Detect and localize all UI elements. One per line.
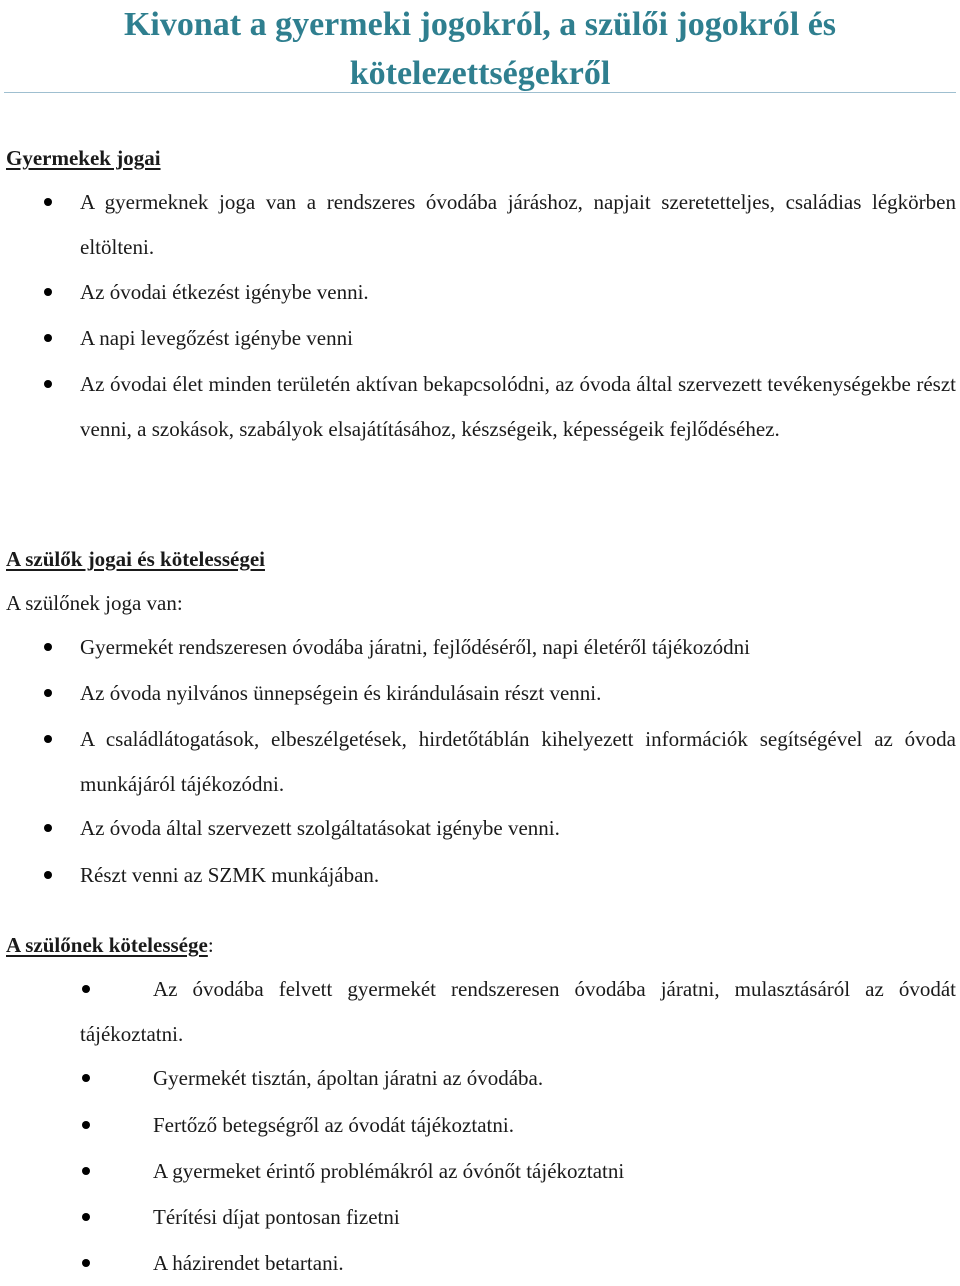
heading-text: A szülőnek kötelessége: [6, 933, 208, 957]
list-item-text: A gyermeknek joga van a rendszeres óvodába járáshoz, napjait szeretetteljes, családias légkörben eltölteni.: [80, 190, 956, 259]
bullet-icon: [44, 689, 52, 697]
list-item-text: A családlátogatások, elbeszélgetések, hirdetőtáblán kihelyezett információk segítségével az óvoda munkájáról tájékozódni.: [80, 727, 956, 796]
list-item-text: Az óvodai élet minden területén aktívan bekapcsolódni, az óvoda által szervezett tevékenységekbe részt venni, a szokások, szabályok elsajátításához, készségeik, képességeik fejlődéséhez.: [80, 372, 956, 441]
section-heading-parent-duties: [6, 930, 214, 960]
list-item-text: A gyermeket érintő problémákról az óvónőt tájékoztatni: [153, 1159, 625, 1183]
bullet-icon: [82, 1121, 90, 1129]
list-item: [80, 717, 956, 806]
list-item: [80, 1149, 956, 1194]
document-title: [4, 0, 956, 98]
bullet-icon: [44, 380, 52, 388]
bullet-icon: [82, 1213, 90, 1221]
heading-text: Gyermekek jogai: [6, 146, 161, 170]
list-item-text: Gyermekét rendszeresen óvodába járatni, fejlődéséről, napi életéről tájékozódni: [80, 635, 750, 659]
list-item: [80, 270, 956, 315]
list-item-text: A házirendet betartani.: [153, 1251, 344, 1275]
list-item: [80, 967, 956, 1056]
list-item-text: Térítési díjat pontosan fizetni: [153, 1205, 400, 1229]
title-line-2: kötelezettségekről: [349, 55, 611, 92]
bullet-icon: [82, 985, 90, 993]
list-item-text: Gyermekét tisztán, ápoltan járatni az óvodába.: [153, 1066, 544, 1090]
bullet-icon: [44, 643, 52, 651]
list-item-text: Az óvoda által szervezett szolgáltatásokat igénybe venni.: [80, 816, 560, 840]
bullet-icon: [44, 334, 52, 342]
list-item: [80, 1241, 956, 1286]
heading-text: A szülők jogai és kötelességei: [6, 547, 265, 571]
list-item: [80, 1195, 956, 1240]
bullet-icon: [44, 824, 52, 832]
list-item: [80, 180, 956, 269]
section-heading-children-rights: [6, 143, 161, 173]
section-heading-parent-rights: [6, 544, 265, 574]
heading-colon: :: [207, 933, 214, 957]
list-item: [80, 1056, 956, 1101]
bullet-icon: [82, 1167, 90, 1175]
bullet-icon: [44, 288, 52, 296]
list-item-text: Fertőző betegségről az óvodát tájékoztatni.: [153, 1113, 514, 1137]
title-divider: [4, 92, 956, 93]
list-item-text: Az óvoda nyilvános ünnepségein és kirándulásain részt venni.: [80, 681, 602, 705]
list-item-text: Részt venni az SZMK munkájában.: [80, 863, 380, 887]
list-item: [80, 1103, 956, 1148]
parent-rights-intro: A szülőnek joga van:: [6, 591, 183, 615]
bullet-icon: [82, 1074, 90, 1082]
list-item: [80, 362, 956, 451]
list-item: [80, 671, 956, 716]
bullet-icon: [44, 198, 52, 206]
list-item-text: Az óvodába felvett gyermekét rendszeresen óvodába járatni, mulasztásáról az óvodát tájékoztatni.: [80, 977, 956, 1046]
list-item-text: Az óvodai étkezést igénybe venni.: [80, 280, 369, 304]
title-line-1: Kivonat a gyermeki jogokról, a szülői jogokról és: [123, 6, 837, 43]
bullet-icon: [82, 1259, 90, 1267]
list-item: [80, 806, 956, 851]
list-item: [80, 625, 956, 670]
bullet-icon: [44, 735, 52, 743]
list-item-text: A napi levegőzést igénybe venni: [80, 326, 353, 350]
list-item: [80, 316, 956, 361]
list-item: [80, 853, 956, 898]
bullet-icon: [44, 871, 52, 879]
